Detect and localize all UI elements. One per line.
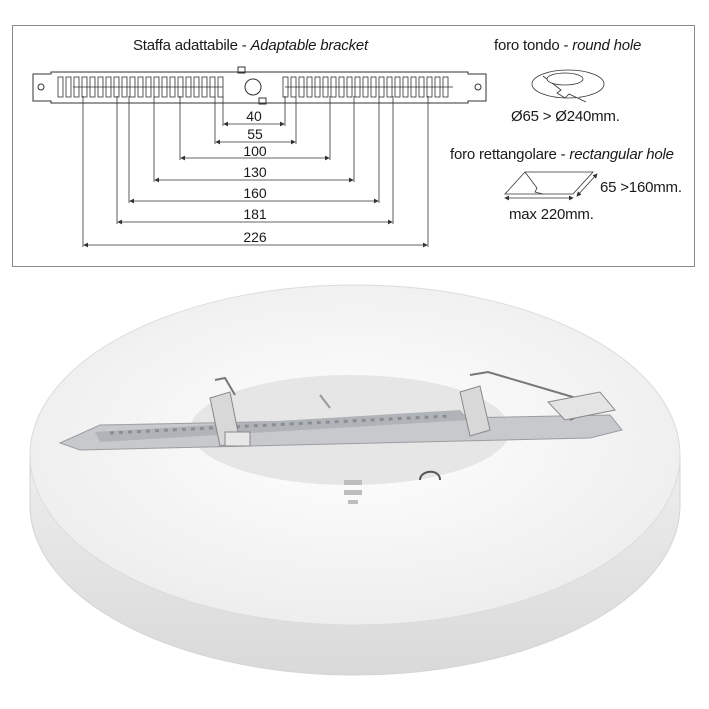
dim-label-130: 130 [243,164,267,180]
dim-label-181: 181 [243,206,267,222]
dim-label-55: 55 [247,126,263,142]
rect-hole-range: 65 >160mm. [600,179,682,196]
round-hole-range: Ø65 > Ø240mm. [511,108,620,125]
dim-label-226: 226 [243,229,267,245]
dim-label-40: 40 [246,108,262,124]
rect-hole-title: foro rettangolare - rectangular hole [450,146,674,163]
rect-hole-max: max 220mm. [509,206,594,223]
bracket-title: Staffa adattabile - Adaptable bracket [133,37,368,54]
round-hole-title: foro tondo - round hole [494,37,642,54]
dim-label-160: 160 [243,185,267,201]
dim-label-100: 100 [243,143,267,159]
